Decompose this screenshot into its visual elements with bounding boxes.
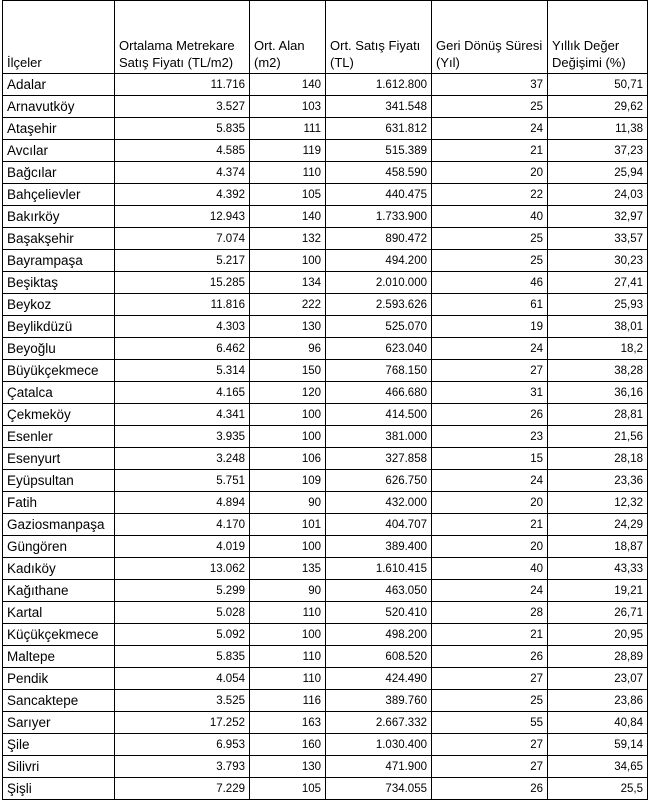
- sqm-price-cell: 5.314: [115, 360, 250, 382]
- table-row: [3, 558, 648, 580]
- annual-change-cell: 18,87: [548, 536, 648, 558]
- payback-cell: 26: [432, 778, 548, 800]
- sale-price-cell: 414.500: [326, 404, 432, 426]
- payback-cell: 15: [432, 448, 548, 470]
- sale-price-cell: 498.200: [326, 624, 432, 646]
- area-cell: 100: [250, 536, 326, 558]
- sale-price-cell: 458.590: [326, 162, 432, 184]
- header-avg-sqm-price: Ortalama Metrekare Satış Fiyatı (TL/m2): [115, 1, 250, 74]
- table-row: [3, 184, 648, 206]
- payback-cell: 21: [432, 140, 548, 162]
- area-cell: 134: [250, 272, 326, 294]
- header-district: İlçeler: [3, 1, 115, 74]
- sqm-price-cell: 15.285: [115, 272, 250, 294]
- district-cell: Pendik: [3, 668, 115, 690]
- annual-change-cell: 43,33: [548, 558, 648, 580]
- sqm-price-cell: 17.252: [115, 712, 250, 734]
- table-row: [3, 140, 648, 162]
- annual-change-cell: 25,94: [548, 162, 648, 184]
- district-cell: Fatih: [3, 492, 115, 514]
- annual-change-cell: 28,18: [548, 448, 648, 470]
- payback-cell: 20: [432, 536, 548, 558]
- district-cell: Ataşehir: [3, 118, 115, 140]
- table-row: [3, 756, 648, 778]
- annual-change-cell: 29,62: [548, 96, 648, 118]
- sale-price-cell: 389.760: [326, 690, 432, 712]
- table-row: [3, 294, 648, 316]
- sqm-price-cell: 3.248: [115, 448, 250, 470]
- annual-change-cell: 28,81: [548, 404, 648, 426]
- area-cell: 101: [250, 514, 326, 536]
- sqm-price-cell: 7.229: [115, 778, 250, 800]
- sale-price-cell: 631.812: [326, 118, 432, 140]
- payback-cell: 26: [432, 646, 548, 668]
- area-cell: 100: [250, 250, 326, 272]
- sale-price-cell: 327.858: [326, 448, 432, 470]
- sqm-price-cell: 4.374: [115, 162, 250, 184]
- area-cell: 90: [250, 580, 326, 602]
- annual-change-cell: 59,14: [548, 734, 648, 756]
- sale-price-cell: 520.410: [326, 602, 432, 624]
- area-cell: 120: [250, 382, 326, 404]
- payback-cell: 27: [432, 668, 548, 690]
- payback-cell: 31: [432, 382, 548, 404]
- district-cell: Beylikdüzü: [3, 316, 115, 338]
- payback-cell: 21: [432, 514, 548, 536]
- payback-cell: 27: [432, 734, 548, 756]
- annual-change-cell: 30,23: [548, 250, 648, 272]
- sale-price-cell: 2.667.332: [326, 712, 432, 734]
- payback-cell: 20: [432, 162, 548, 184]
- table-row: [3, 624, 648, 646]
- payback-cell: 55: [432, 712, 548, 734]
- table-row: [3, 250, 648, 272]
- table-row: [3, 118, 648, 140]
- district-cell: Arnavutköy: [3, 96, 115, 118]
- area-cell: 140: [250, 74, 326, 96]
- payback-cell: 21: [432, 624, 548, 646]
- payback-cell: 25: [432, 690, 548, 712]
- sale-price-cell: 404.707: [326, 514, 432, 536]
- district-cell: Gaziosmanpaşa: [3, 514, 115, 536]
- area-cell: 106: [250, 448, 326, 470]
- table-row: [3, 382, 648, 404]
- sale-price-cell: 494.200: [326, 250, 432, 272]
- table-body: [3, 74, 648, 800]
- sqm-price-cell: 4.894: [115, 492, 250, 514]
- annual-change-cell: 18,2: [548, 338, 648, 360]
- sale-price-cell: 389.400: [326, 536, 432, 558]
- payback-cell: 37: [432, 74, 548, 96]
- area-cell: 111: [250, 118, 326, 140]
- payback-cell: 26: [432, 404, 548, 426]
- sqm-price-cell: 5.028: [115, 602, 250, 624]
- sqm-price-cell: 4.392: [115, 184, 250, 206]
- payback-cell: 24: [432, 580, 548, 602]
- annual-change-cell: 25,93: [548, 294, 648, 316]
- area-cell: 130: [250, 316, 326, 338]
- sqm-price-cell: 7.074: [115, 228, 250, 250]
- district-cell: Silivri: [3, 756, 115, 778]
- table-row: [3, 404, 648, 426]
- header-avg-area: Ort. Alan (m2): [250, 1, 326, 74]
- annual-change-cell: 21,56: [548, 426, 648, 448]
- table-row: [3, 778, 648, 800]
- sale-price-cell: 466.680: [326, 382, 432, 404]
- table-row: [3, 492, 648, 514]
- table-row: [3, 448, 648, 470]
- district-cell: Güngören: [3, 536, 115, 558]
- area-cell: 119: [250, 140, 326, 162]
- annual-change-cell: 23,07: [548, 668, 648, 690]
- district-cell: Esenler: [3, 426, 115, 448]
- sale-price-cell: 1.610.415: [326, 558, 432, 580]
- annual-change-cell: 24,03: [548, 184, 648, 206]
- table-row: [3, 272, 648, 294]
- table-row: [3, 580, 648, 602]
- payback-cell: 40: [432, 558, 548, 580]
- sale-price-cell: 1.612.800: [326, 74, 432, 96]
- annual-change-cell: 40,84: [548, 712, 648, 734]
- area-cell: 105: [250, 184, 326, 206]
- area-cell: 110: [250, 668, 326, 690]
- district-cell: Adalar: [3, 74, 115, 96]
- table-row: [3, 470, 648, 492]
- annual-change-cell: 12,32: [548, 492, 648, 514]
- sqm-price-cell: 13.062: [115, 558, 250, 580]
- district-cell: Bağcılar: [3, 162, 115, 184]
- area-cell: 110: [250, 162, 326, 184]
- table-row: [3, 338, 648, 360]
- table-row: [3, 228, 648, 250]
- area-cell: 90: [250, 492, 326, 514]
- district-cell: Esenyurt: [3, 448, 115, 470]
- area-cell: 150: [250, 360, 326, 382]
- payback-cell: 23: [432, 426, 548, 448]
- annual-change-cell: 11,38: [548, 118, 648, 140]
- sqm-price-cell: 3.527: [115, 96, 250, 118]
- sale-price-cell: 515.389: [326, 140, 432, 162]
- table-row: [3, 668, 648, 690]
- sale-price-cell: 608.520: [326, 646, 432, 668]
- sale-price-cell: 623.040: [326, 338, 432, 360]
- area-cell: 100: [250, 426, 326, 448]
- district-cell: Çekmeköy: [3, 404, 115, 426]
- sqm-price-cell: 6.462: [115, 338, 250, 360]
- annual-change-cell: 23,86: [548, 690, 648, 712]
- sqm-price-cell: 4.303: [115, 316, 250, 338]
- area-cell: 103: [250, 96, 326, 118]
- payback-cell: 40: [432, 206, 548, 228]
- payback-cell: 25: [432, 250, 548, 272]
- sqm-price-cell: 11.716: [115, 74, 250, 96]
- sqm-price-cell: 5.217: [115, 250, 250, 272]
- area-cell: 100: [250, 404, 326, 426]
- payback-cell: 25: [432, 228, 548, 250]
- payback-cell: 22: [432, 184, 548, 206]
- district-cell: Maltepe: [3, 646, 115, 668]
- sqm-price-cell: 5.835: [115, 118, 250, 140]
- district-cell: Bayrampaşa: [3, 250, 115, 272]
- sale-price-cell: 440.475: [326, 184, 432, 206]
- annual-change-cell: 19,21: [548, 580, 648, 602]
- annual-change-cell: 38,01: [548, 316, 648, 338]
- district-cell: Şişli: [3, 778, 115, 800]
- area-cell: 160: [250, 734, 326, 756]
- annual-change-cell: 38,28: [548, 360, 648, 382]
- district-cell: Şile: [3, 734, 115, 756]
- area-cell: 222: [250, 294, 326, 316]
- sale-price-cell: 2.010.000: [326, 272, 432, 294]
- annual-change-cell: 27,41: [548, 272, 648, 294]
- table-row: [3, 712, 648, 734]
- sale-price-cell: 381.000: [326, 426, 432, 448]
- payback-cell: 19: [432, 316, 548, 338]
- sale-price-cell: 734.055: [326, 778, 432, 800]
- sqm-price-cell: 4.585: [115, 140, 250, 162]
- sqm-price-cell: 5.751: [115, 470, 250, 492]
- table-row: [3, 536, 648, 558]
- district-cell: Küçükçekmece: [3, 624, 115, 646]
- payback-cell: 24: [432, 470, 548, 492]
- area-cell: 109: [250, 470, 326, 492]
- sqm-price-cell: 12.943: [115, 206, 250, 228]
- district-cell: Kadıköy: [3, 558, 115, 580]
- annual-change-cell: 32,97: [548, 206, 648, 228]
- sqm-price-cell: 3.935: [115, 426, 250, 448]
- payback-cell: 24: [432, 338, 548, 360]
- annual-change-cell: 34,65: [548, 756, 648, 778]
- payback-cell: 27: [432, 360, 548, 382]
- district-data-table: [2, 0, 648, 800]
- payback-cell: 46: [432, 272, 548, 294]
- annual-change-cell: 26,71: [548, 602, 648, 624]
- sqm-price-cell: 5.835: [115, 646, 250, 668]
- sqm-price-cell: 6.953: [115, 734, 250, 756]
- district-cell: Başakşehir: [3, 228, 115, 250]
- payback-cell: 61: [432, 294, 548, 316]
- area-cell: 110: [250, 602, 326, 624]
- sqm-price-cell: 5.299: [115, 580, 250, 602]
- table-row: [3, 316, 648, 338]
- area-cell: 110: [250, 646, 326, 668]
- annual-change-cell: 28,89: [548, 646, 648, 668]
- annual-change-cell: 24,29: [548, 514, 648, 536]
- annual-change-cell: 25,5: [548, 778, 648, 800]
- area-cell: 140: [250, 206, 326, 228]
- sqm-price-cell: 4.165: [115, 382, 250, 404]
- sqm-price-cell: 3.793: [115, 756, 250, 778]
- sqm-price-cell: 4.054: [115, 668, 250, 690]
- header-row: [3, 1, 648, 74]
- sqm-price-cell: 11.816: [115, 294, 250, 316]
- table-row: [3, 74, 648, 96]
- annual-change-cell: 23,36: [548, 470, 648, 492]
- header-annual-change: Yıllık Değer Değişimi (%): [548, 1, 648, 74]
- sqm-price-cell: 3.525: [115, 690, 250, 712]
- district-cell: Beşiktaş: [3, 272, 115, 294]
- table-row: [3, 514, 648, 536]
- header-avg-sale-price: Ort. Satış Fiyatı (TL): [326, 1, 432, 74]
- payback-cell: 24: [432, 118, 548, 140]
- sale-price-cell: 525.070: [326, 316, 432, 338]
- sqm-price-cell: 4.019: [115, 536, 250, 558]
- sale-price-cell: 1.733.900: [326, 206, 432, 228]
- table-row: [3, 646, 648, 668]
- district-cell: Beykoz: [3, 294, 115, 316]
- area-cell: 130: [250, 756, 326, 778]
- table-row: [3, 206, 648, 228]
- payback-cell: 20: [432, 492, 548, 514]
- sqm-price-cell: 4.341: [115, 404, 250, 426]
- district-cell: Avcılar: [3, 140, 115, 162]
- sqm-price-cell: 5.092: [115, 624, 250, 646]
- district-cell: Kağıthane: [3, 580, 115, 602]
- table-row: [3, 360, 648, 382]
- payback-cell: 28: [432, 602, 548, 624]
- sale-price-cell: 626.750: [326, 470, 432, 492]
- payback-cell: 25: [432, 96, 548, 118]
- sale-price-cell: 463.050: [326, 580, 432, 602]
- header-payback-period: Geri Dönüş Süresi (Yıl): [432, 1, 548, 74]
- sale-price-cell: 2.593.626: [326, 294, 432, 316]
- district-cell: Sarıyer: [3, 712, 115, 734]
- district-cell: Beyoğlu: [3, 338, 115, 360]
- sqm-price-cell: 4.170: [115, 514, 250, 536]
- district-cell: Büyükçekmece: [3, 360, 115, 382]
- sale-price-cell: 768.150: [326, 360, 432, 382]
- area-cell: 132: [250, 228, 326, 250]
- area-cell: 135: [250, 558, 326, 580]
- payback-cell: 27: [432, 756, 548, 778]
- district-cell: Bakırköy: [3, 206, 115, 228]
- sale-price-cell: 1.030.400: [326, 734, 432, 756]
- table-row: [3, 96, 648, 118]
- district-cell: Çatalca: [3, 382, 115, 404]
- annual-change-cell: 50,71: [548, 74, 648, 96]
- annual-change-cell: 36,16: [548, 382, 648, 404]
- sale-price-cell: 424.490: [326, 668, 432, 690]
- area-cell: 163: [250, 712, 326, 734]
- table-row: [3, 162, 648, 184]
- table-row: [3, 690, 648, 712]
- sale-price-cell: 341.548: [326, 96, 432, 118]
- area-cell: 116: [250, 690, 326, 712]
- table-row: [3, 734, 648, 756]
- district-cell: Kartal: [3, 602, 115, 624]
- area-cell: 105: [250, 778, 326, 800]
- district-cell: Sancaktepe: [3, 690, 115, 712]
- annual-change-cell: 20,95: [548, 624, 648, 646]
- annual-change-cell: 33,57: [548, 228, 648, 250]
- area-cell: 96: [250, 338, 326, 360]
- sale-price-cell: 471.900: [326, 756, 432, 778]
- sale-price-cell: 432.000: [326, 492, 432, 514]
- table-row: [3, 426, 648, 448]
- annual-change-cell: 37,23: [548, 140, 648, 162]
- area-cell: 100: [250, 624, 326, 646]
- sale-price-cell: 890.472: [326, 228, 432, 250]
- district-cell: Eyüpsultan: [3, 470, 115, 492]
- table-row: [3, 602, 648, 624]
- district-cell: Bahçelievler: [3, 184, 115, 206]
